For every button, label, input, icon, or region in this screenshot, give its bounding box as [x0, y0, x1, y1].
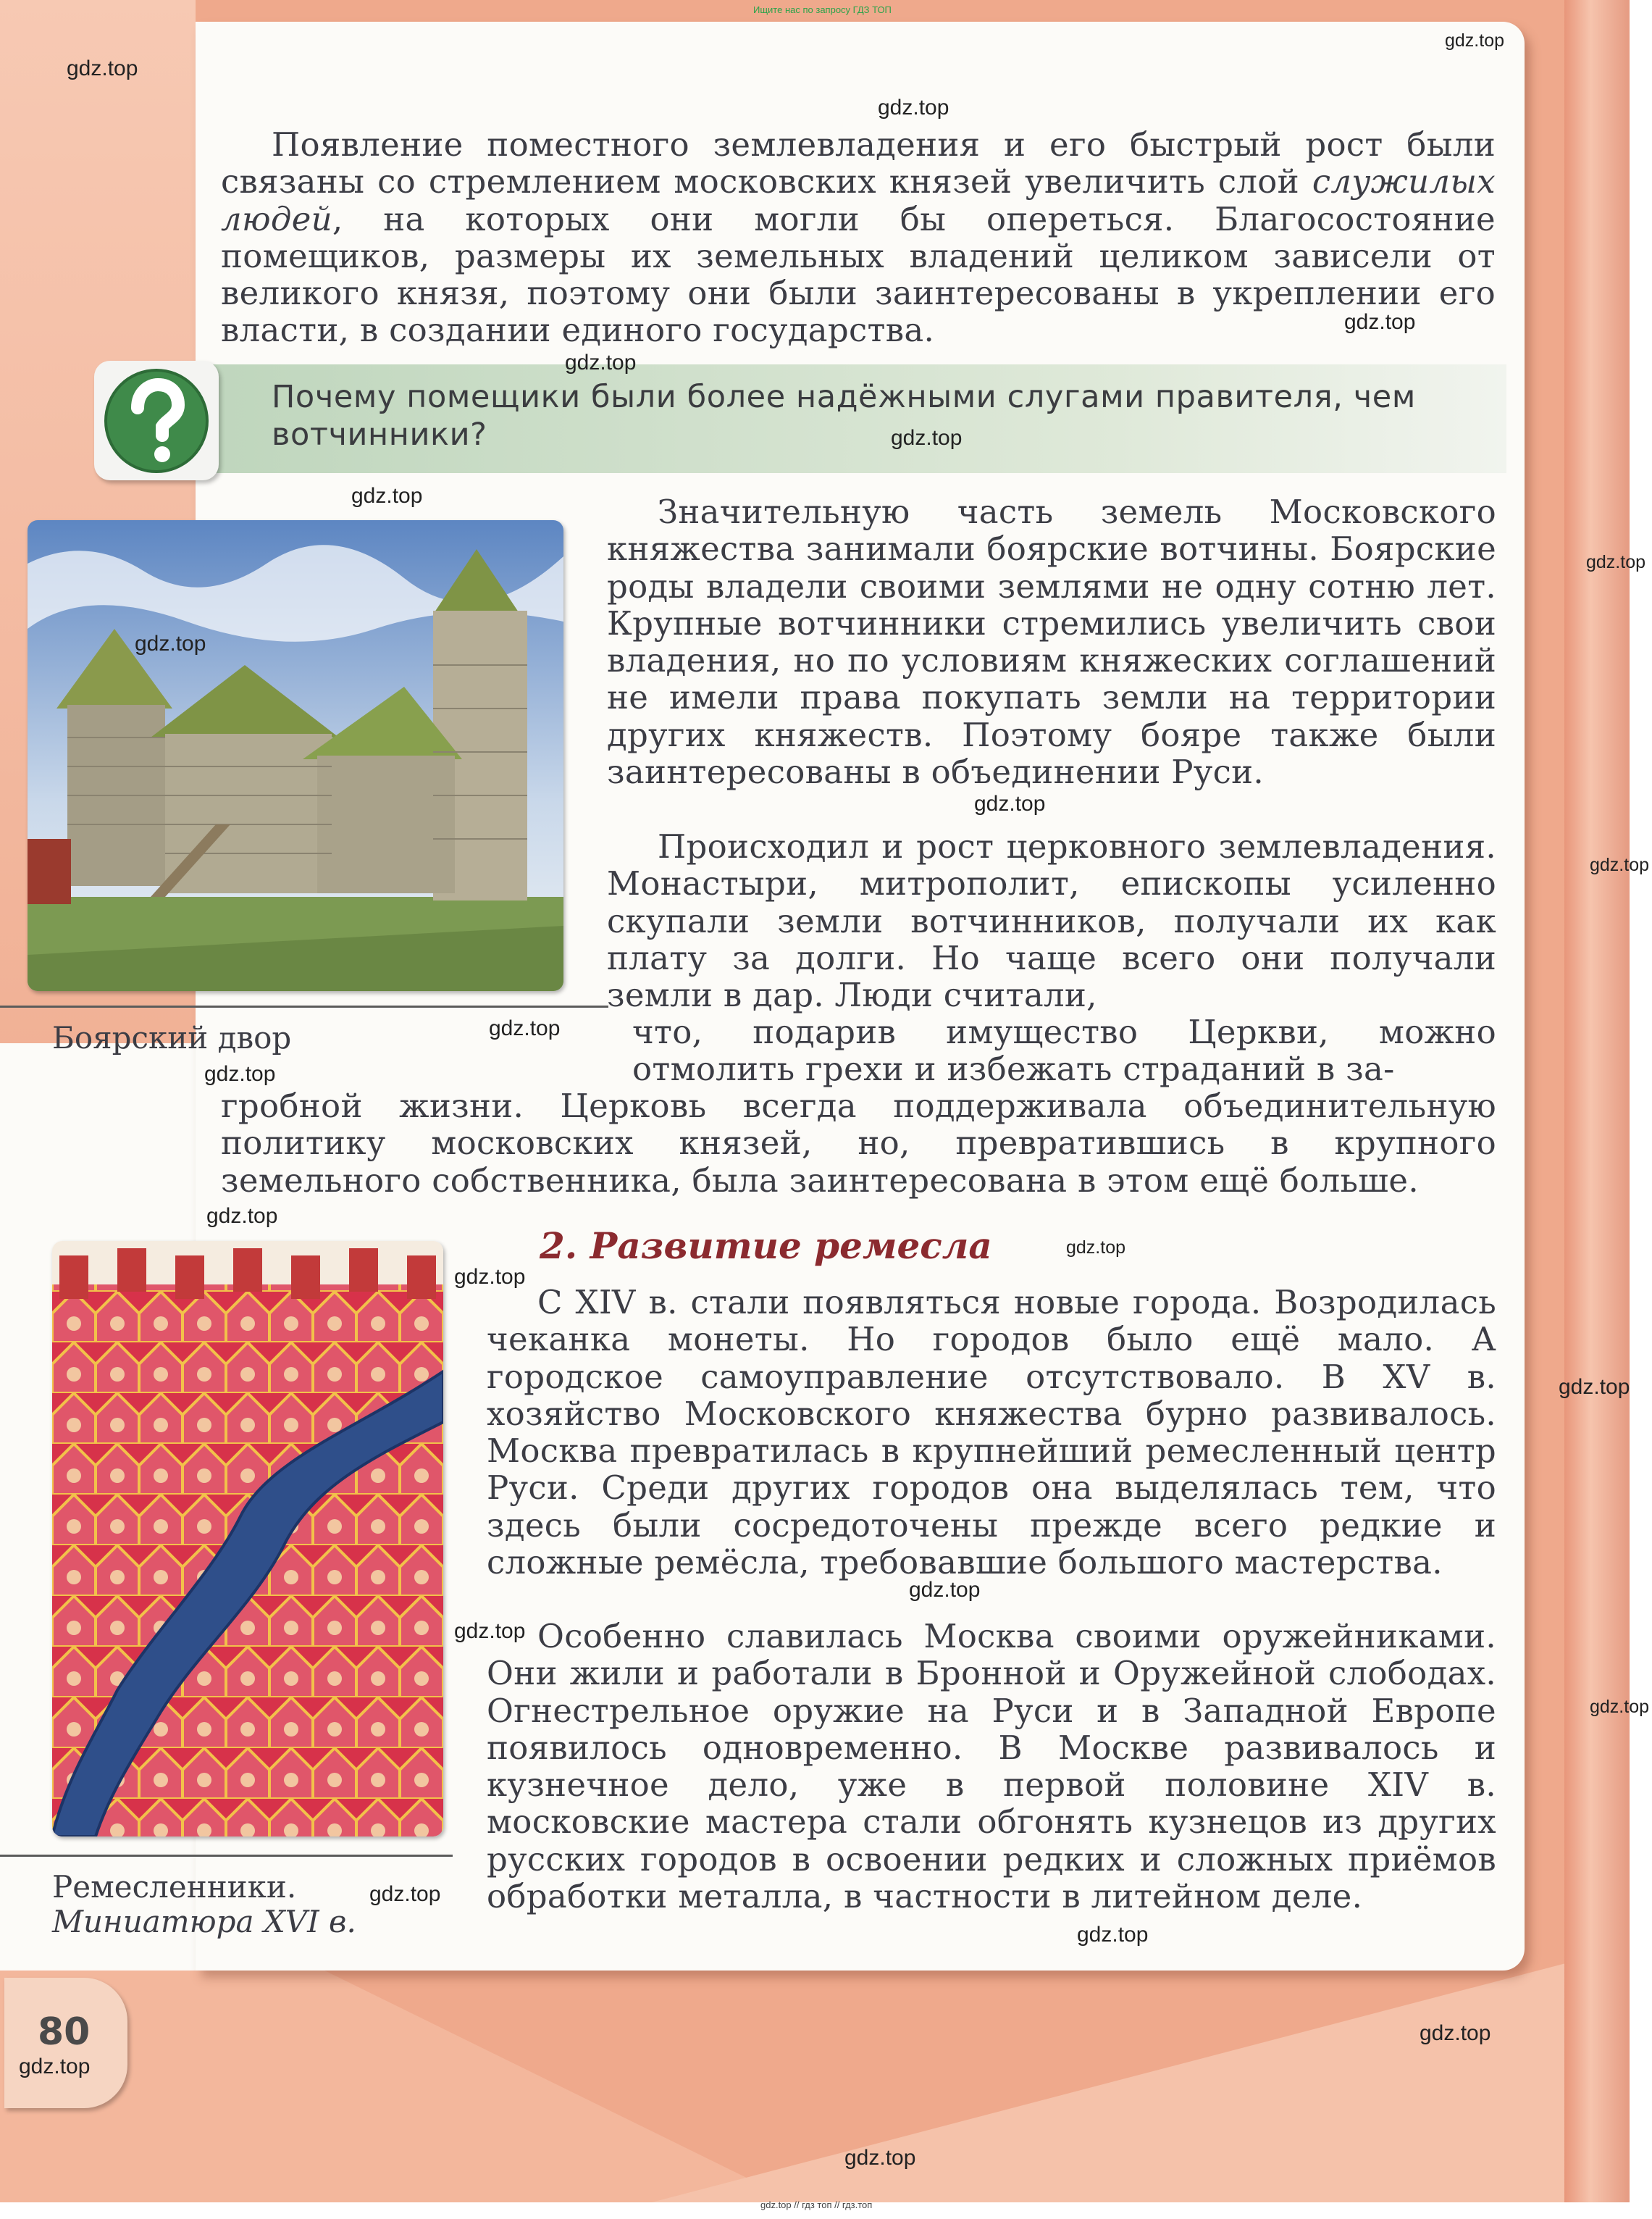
watermark: gdz.top [454, 1619, 526, 1643]
caption-rule [0, 1855, 453, 1857]
caption-rule [0, 1006, 608, 1008]
watermark: gdz.top [1586, 552, 1646, 572]
paragraph-church-land-part2: что, подарив имущество Церкви, можно отмолить грехи и избежать страданий в за- [632, 1013, 1496, 1089]
paragraph-church-land-part3: гробной жизни. Церковь всегда поддерживала объединительную политику московских князей, но, превратившись в крупного земельного собственника, была заинтересована в этом ещё больше. [221, 1087, 1496, 1200]
watermark: gdz.top [1066, 1237, 1126, 1258]
watermark: gdz.top [909, 1578, 981, 1602]
watermark: gdz.top [369, 1882, 441, 1906]
watermark: gdz.top [878, 96, 949, 120]
craftsmen-miniature-image [52, 1241, 443, 1836]
watermark: gdz.top [67, 57, 138, 80]
watermark: gdz.top [1559, 1375, 1630, 1399]
paragraph-gunsmiths: Особенно славилась Москва своими оружейниками. Они жили и работали в Бронной и Оружейной слободах. Огнестрельное оружие на Руси и в Западной Европе появилось одновременно. В Москве развивалось и кузнечное дело, уже в первой половине XIV в. московские мастера стали обгонять кузнецов из других русских городов в освоении редких и сложных приёмов обработки металла, в частности в литейном деле. [487, 1617, 1496, 1916]
watermark: gdz.top [1077, 1923, 1149, 1947]
top-banner: Ищите нас по запросу ГДЗ ТОП [753, 4, 892, 15]
paragraph-crafts: С XIV в. стали появляться новые города. Возродилась чеканка монеты. Но городов было ещё мало. А городское самоуправление отсутствовало. В XV в. хозяйство Московского княжества бурно развивалось. Москва превратилась в крупнейший ремесленный центр Руси. Среди других городов она выделялась тем, что здесь были сосредоточены прежде всего редкие и сложные ремёсла, требовавшие большого мастерства. [487, 1283, 1496, 1582]
watermark: gdz.top [135, 632, 206, 656]
watermark: gdz.top [454, 1265, 526, 1289]
paragraph-votchiny: Значительную часть земель Московского княжества занимали боярские вотчины. Боярские роды владели своими землями не одну сотню лет. Крупные вотчинники стремились увеличить свои владения, но по условиям княжеских соглашений не имели права покупать земли на территории других княжеств. Поэтому бояре также были заинтересованы в объединении Руси. [607, 493, 1496, 792]
watermark: gdz.top [1344, 310, 1416, 334]
boyar-yard-illustration [28, 520, 563, 991]
watermark: gdz.top [844, 2146, 916, 2170]
watermark: gdz.top [204, 1062, 276, 1086]
bottom-banner: gdz.top // гдз топ // гдз.топ [760, 2199, 873, 2210]
watermark: gdz.top [1420, 2021, 1491, 2045]
boyar-yard-image [28, 520, 563, 991]
section-heading: 2. Развитие ремесла [540, 1224, 992, 1267]
italic-term: служилых людей [221, 162, 1496, 238]
watermark: gdz.top [1590, 855, 1650, 875]
watermark: gdz.top [1445, 30, 1505, 51]
paragraph-text: Появление поместного землевладения и его быстрый рост были связаны со стремлением московских князей увеличить слой [221, 125, 1496, 201]
watermark: gdz.top [565, 351, 637, 375]
watermark: gdz.top [974, 792, 1046, 816]
decor-triangle [652, 1956, 1593, 2202]
question-text: Почему помещики были более надёжными слугами правителя, чем вотчинники? [272, 379, 1416, 453]
watermark: gdz.top [351, 484, 423, 508]
book-spine-edge [1564, 0, 1630, 2202]
watermark: gdz.top [891, 426, 963, 450]
watermark: gdz.top [19, 2055, 91, 2078]
paragraph-church-land-part1: Происходил и рост церковного землевладения. Монастыри, митрополит, епископы усиленно скупали земли вотчинников, получали их как плату за долги. Но чаще всего они получали земли в дар. Люди считали, [607, 827, 1496, 1015]
figure-caption-craftsmen: Ремесленники. [52, 1869, 297, 1905]
figure-caption-boyar-yard: Боярский двор [52, 1020, 292, 1056]
figure-caption-craftsmen-source: Миниатюра XVI в. [52, 1904, 356, 1939]
craftsmen-miniature [52, 1241, 443, 1836]
watermark: gdz.top [206, 1204, 278, 1228]
question-mark-icon [100, 366, 213, 476]
watermark: gdz.top [489, 1016, 561, 1040]
paragraph-pomestie [221, 126, 1496, 349]
watermark: gdz.top [1590, 1697, 1650, 1717]
paragraph-text: , на которых они могли бы опереться. Благосостояние помещиков, размеры их земельных владений целиком зависели от великого князя, поэтому они были заинтересованы в укреплении его власти, в создании единого государства. [221, 199, 1496, 350]
page-number: 80 [38, 2010, 91, 2054]
